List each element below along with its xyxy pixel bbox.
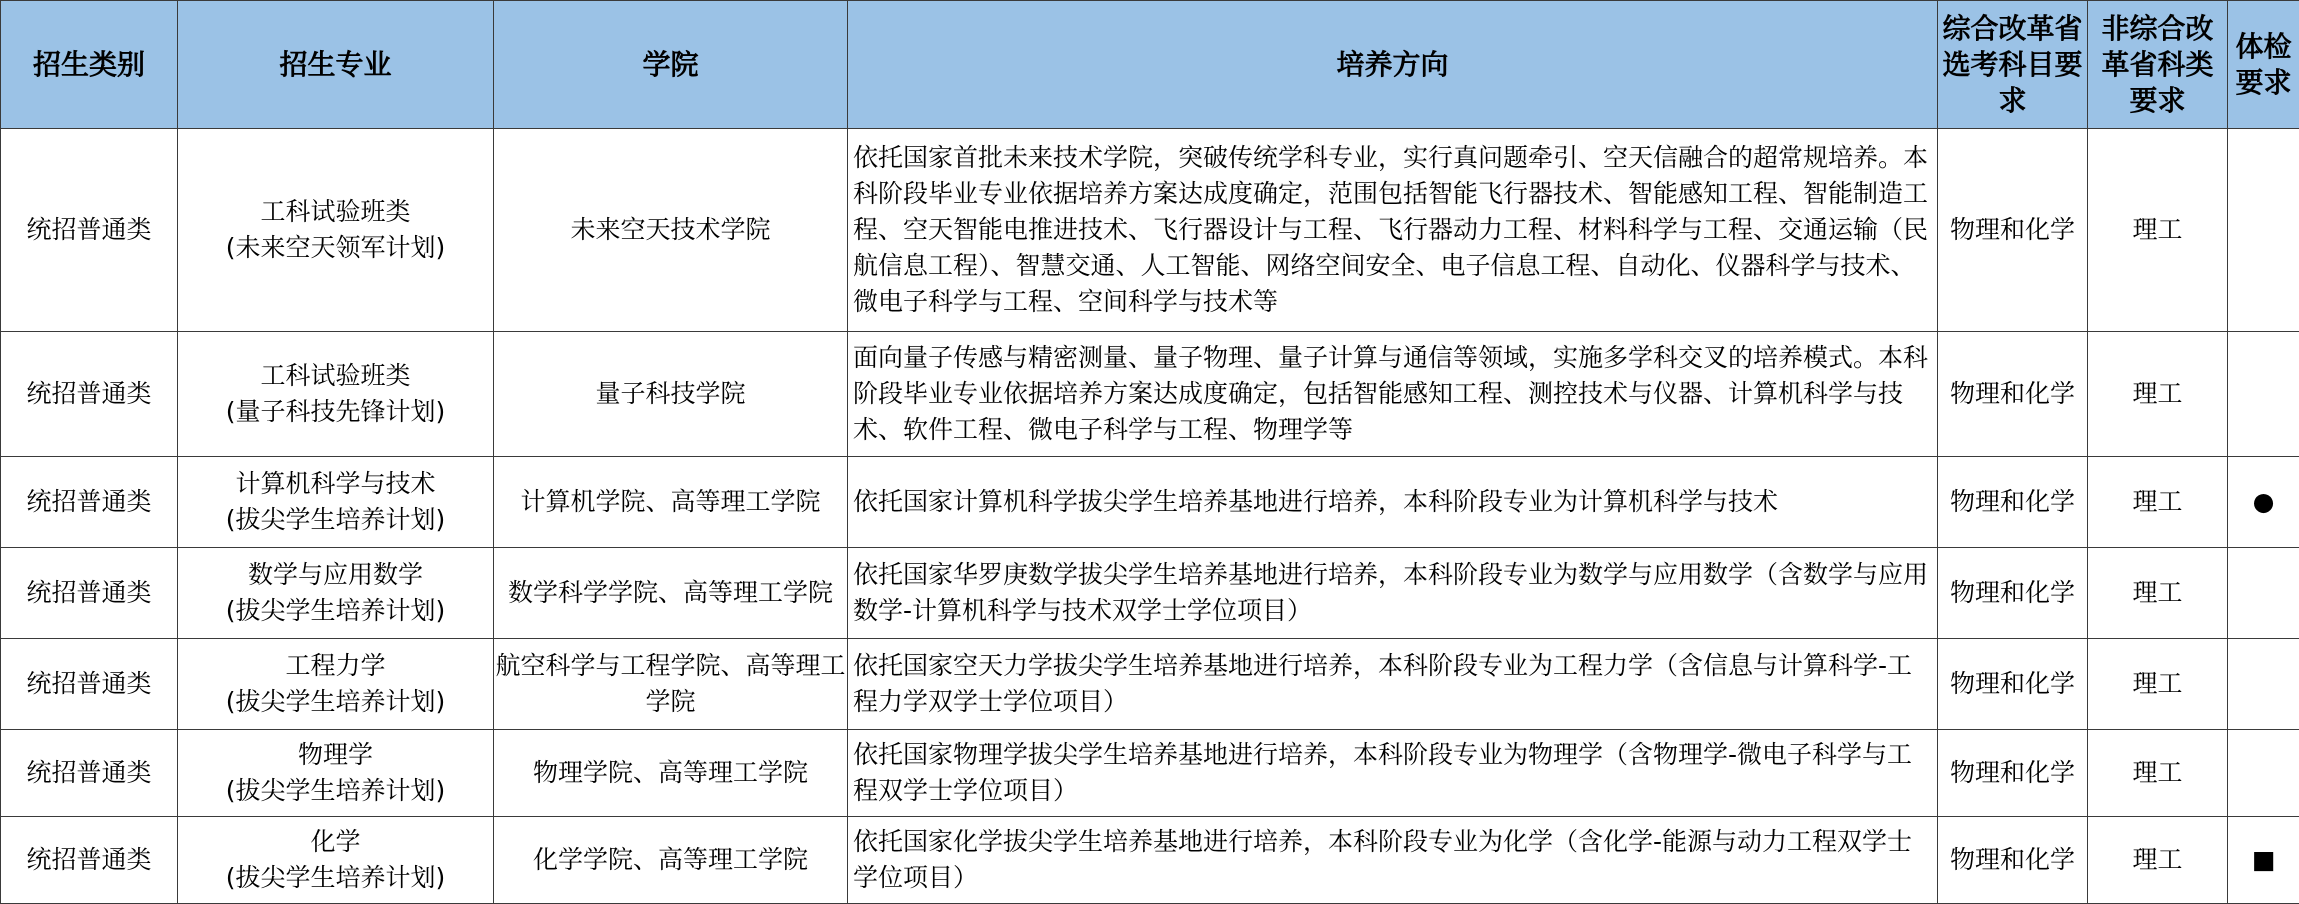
category-cell: 统招普通类 xyxy=(1,129,178,332)
nonreform-subjects-cell: 理工 xyxy=(2088,457,2228,548)
direction-cell xyxy=(848,129,1938,332)
direction-text: 依托国家首批未来技术学院，突破传统学科专业，实行真问题牵引、空天信融合的超常规培养。本科阶段毕业专业依据培养方案达成度确定，范围包括智能飞行器技术、智能感知工程、智能制造工程、空天智能电推进技术、飞行器设计与工程、飞行器动力工程、材料科学与工程、交通运输（民航信息工程）、智慧交通、人工智能、网络空间安全、电子信息工程、自动化、仪器科学与技术、微电子科学与工程、空间科学与技术等 xyxy=(853,140,1933,320)
college-cell: 计算机学院、高等理工学院 xyxy=(494,457,848,548)
direction-text: 依托国家化学拔尖学生培养基地进行培养，本科阶段专业为化学（含化学-能源与动力工程双学士学位项目） xyxy=(853,824,1933,896)
direction-cell xyxy=(848,639,1938,730)
major-name: 工科试验班类 xyxy=(178,194,493,230)
header-major: 招生专业 xyxy=(178,1,494,129)
major-name: 化学 xyxy=(178,824,493,860)
reform-subjects-cell: 物理和化学 xyxy=(1938,730,2088,817)
table-row xyxy=(1,457,2299,548)
direction-cell xyxy=(848,817,1938,904)
direction-text: 依托国家计算机科学拔尖学生培养基地进行培养，本科阶段专业为计算机科学与技术 xyxy=(853,484,1933,520)
direction-cell xyxy=(848,332,1938,457)
college-cell xyxy=(494,639,848,730)
header-college: 学院 xyxy=(494,1,848,129)
direction-cell xyxy=(848,457,1938,548)
header-nonreform-subjects xyxy=(2088,1,2228,129)
category-cell: 统招普通类 xyxy=(1,457,178,548)
header-reform-subjects xyxy=(1938,1,2088,129)
direction-text: 依托国家华罗庚数学拔尖学生培养基地进行培养，本科阶段专业为数学与应用数学（含数学与应用数学-计算机科学与技术双学士学位项目） xyxy=(853,557,1933,629)
physical-exam-cell: ■ xyxy=(2228,817,2299,904)
major-name: 物理学 xyxy=(178,737,493,773)
table-row xyxy=(1,129,2299,332)
college-cell: 未来空天技术学院 xyxy=(494,129,848,332)
reform-subjects-cell: 物理和化学 xyxy=(1938,129,2088,332)
reform-subjects-cell: 物理和化学 xyxy=(1938,548,2088,639)
major-plan: (拔尖学生培养计划) xyxy=(178,860,493,896)
college-cell: 物理学院、高等理工学院 xyxy=(494,730,848,817)
header-direction: 培养方向 xyxy=(848,1,1938,129)
nonreform-subjects-cell: 理工 xyxy=(2088,548,2228,639)
major-name: 工科试验班类 xyxy=(178,358,493,394)
nonreform-subjects-cell: 理工 xyxy=(2088,730,2228,817)
major-name: 计算机科学与技术 xyxy=(178,466,493,502)
major-plan: (拔尖学生培养计划) xyxy=(178,684,493,720)
direction-text: 依托国家物理学拔尖学生培养基地进行培养，本科阶段专业为物理学（含物理学-微电子科学与工程双学士学位项目） xyxy=(853,737,1933,809)
reform-subjects-cell: 物理和化学 xyxy=(1938,639,2088,730)
physical-exam-cell xyxy=(2228,730,2299,817)
direction-text: 面向量子传感与精密测量、量子物理、量子计算与通信等领域，实施多学科交叉的培养模式。本科阶段毕业专业依据培养方案达成度确定，包括智能感知工程、测控技术与仪器、计算机科学与技术、软件工程、微电子科学与工程、物理学等 xyxy=(853,340,1933,448)
header-physical-exam xyxy=(2228,1,2299,129)
nonreform-subjects-cell: 理工 xyxy=(2088,817,2228,904)
major-plan: (拔尖学生培养计划) xyxy=(178,593,493,629)
major-cell xyxy=(178,332,494,457)
reform-subjects-cell: 物理和化学 xyxy=(1938,457,2088,548)
category-cell: 统招普通类 xyxy=(1,548,178,639)
category-cell: 统招普通类 xyxy=(1,817,178,904)
table-row xyxy=(1,730,2299,817)
header-nonreform-subjects-text: 非综合改革省科类要求 xyxy=(2088,11,2227,119)
college-cell: 化学学院、高等理工学院 xyxy=(494,817,848,904)
major-cell xyxy=(178,548,494,639)
header-physical-exam-text: 体检要求 xyxy=(2228,29,2299,101)
physical-exam-cell xyxy=(2228,639,2299,730)
table-row xyxy=(1,548,2299,639)
college-cell: 量子科技学院 xyxy=(494,332,848,457)
physical-exam-cell xyxy=(2228,129,2299,332)
physical-exam-cell: ● xyxy=(2228,457,2299,548)
direction-cell xyxy=(848,730,1938,817)
physical-exam-cell xyxy=(2228,332,2299,457)
major-cell xyxy=(178,730,494,817)
college-text: 航空科学与工程学院、高等理工学院 xyxy=(494,648,847,720)
category-cell: 统招普通类 xyxy=(1,730,178,817)
major-cell xyxy=(178,817,494,904)
major-plan: (拔尖学生培养计划) xyxy=(178,502,493,538)
header-category: 招生类别 xyxy=(1,1,178,129)
major-cell xyxy=(178,129,494,332)
major-cell xyxy=(178,457,494,548)
nonreform-subjects-cell: 理工 xyxy=(2088,332,2228,457)
header-reform-subjects-text: 综合改革省选考科目要求 xyxy=(1938,11,2087,119)
table-row xyxy=(1,332,2299,457)
physical-exam-cell xyxy=(2228,548,2299,639)
table-row xyxy=(1,817,2299,904)
college-cell: 数学科学学院、高等理工学院 xyxy=(494,548,848,639)
direction-cell xyxy=(848,548,1938,639)
nonreform-subjects-cell: 理工 xyxy=(2088,639,2228,730)
reform-subjects-cell: 物理和化学 xyxy=(1938,817,2088,904)
major-name: 数学与应用数学 xyxy=(178,557,493,593)
major-plan: (拔尖学生培养计划) xyxy=(178,773,493,809)
table-row xyxy=(1,639,2299,730)
direction-text: 依托国家空天力学拔尖学生培养基地进行培养，本科阶段专业为工程力学（含信息与计算科学-工程力学双学士学位项目） xyxy=(853,648,1933,720)
major-plan: (未来空天领军计划) xyxy=(178,230,493,266)
major-name: 工程力学 xyxy=(178,648,493,684)
header-row xyxy=(1,1,2299,129)
category-cell: 统招普通类 xyxy=(1,332,178,457)
category-cell: 统招普通类 xyxy=(1,639,178,730)
major-cell xyxy=(178,639,494,730)
major-plan: (量子科技先锋计划) xyxy=(178,394,493,430)
nonreform-subjects-cell: 理工 xyxy=(2088,129,2228,332)
reform-subjects-cell: 物理和化学 xyxy=(1938,332,2088,457)
